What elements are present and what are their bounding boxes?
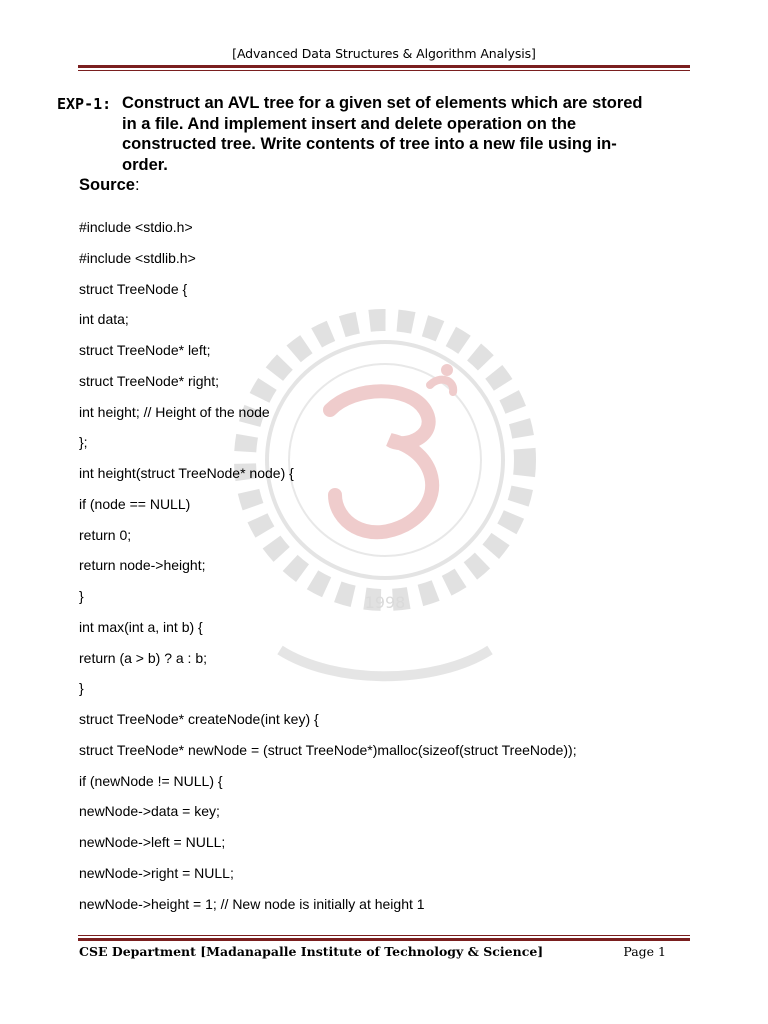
code-line: if (node == NULL): [79, 495, 191, 512]
code-line: int height; // Height of the node: [79, 403, 270, 420]
code-line: return 0;: [79, 526, 132, 543]
code-line: if (newNode != NULL) {: [79, 772, 223, 789]
code-line: newNode->left = NULL;: [79, 834, 226, 850]
code-line: return (a > b) ? a : b;: [79, 649, 208, 666]
source-heading-label: Source: [79, 176, 135, 194]
experiment-description: [122, 93, 702, 175]
code-line: #include <stdlib.h>: [79, 249, 196, 266]
code-line: newNode->data = key;: [79, 803, 220, 820]
source-heading: [79, 176, 140, 195]
code-line: newNode->height = 1; // New node is initially at height 1: [79, 895, 425, 912]
code-line: struct TreeNode* newNode = (struct TreeNode*)malloc(sizeof(struct TreeNode));: [79, 741, 577, 758]
experiment-description-line: order.: [122, 155, 168, 174]
code-line: struct TreeNode* left;: [79, 342, 211, 358]
code-line: #include <stdio.h>: [79, 219, 193, 235]
experiment-description-line: Construct an AVL tree for a given set of elements which are stored: [122, 94, 643, 112]
footer-rule: [78, 935, 690, 941]
header-rule: [78, 65, 690, 71]
code-line: }: [79, 588, 84, 604]
code-line: int data;: [79, 311, 129, 328]
footer-department: CSE Department [Madanapalle Institute of Technology & Science]: [79, 944, 544, 959]
code-line: newNode->right = NULL;: [79, 864, 234, 881]
code-listing: [79, 212, 577, 919]
experiment-description-line: constructed tree. Write contents of tree into a new file using in-: [122, 135, 617, 153]
source-heading-colon: :: [134, 176, 140, 194]
code-line: return node->height;: [79, 557, 206, 574]
code-line: }: [79, 680, 84, 697]
code-line: };: [79, 434, 88, 451]
page-header-title: [Advanced Data Structures & Algorithm Analysis]: [232, 46, 536, 61]
experiment-label: EXP-1:: [57, 95, 112, 113]
code-line: int max(int a, int b) {: [79, 618, 203, 635]
code-line: int height(struct TreeNode* node) {: [79, 465, 294, 481]
code-line: struct TreeNode* createNode(int key) {: [79, 711, 319, 727]
experiment-description-line: in a file. And implement insert and delete operation on the: [122, 114, 577, 133]
footer-page-number: Page 1: [623, 944, 666, 959]
code-line: struct TreeNode {: [79, 280, 188, 297]
watermark-year: 1998: [364, 593, 406, 612]
code-line: struct TreeNode* right;: [79, 372, 220, 389]
